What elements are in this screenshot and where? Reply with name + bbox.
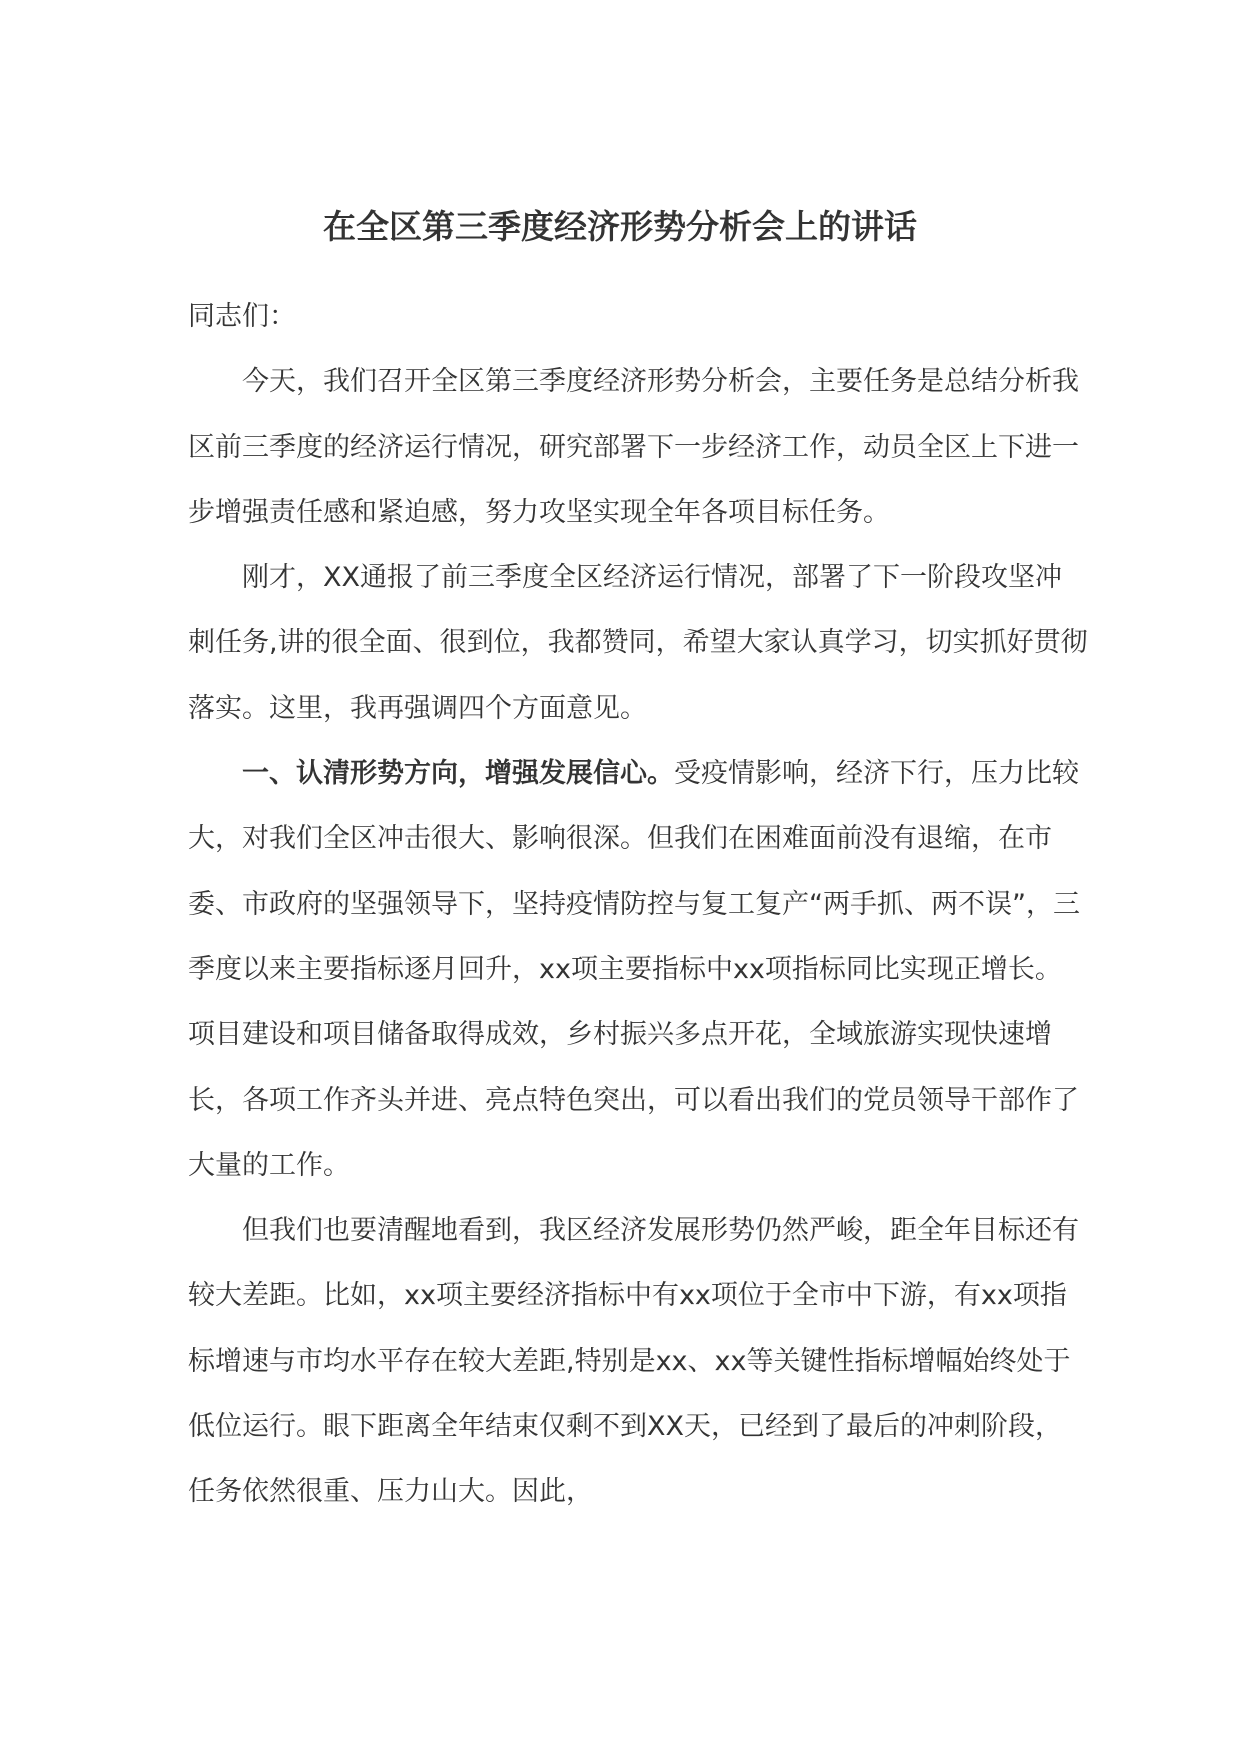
document-body xyxy=(188,284,1088,1525)
paragraph-challenges xyxy=(188,1198,1088,1524)
document-title: 在全区第三季度经济形势分析会上的讲话 xyxy=(323,207,917,246)
section-heading: 一、认清形势方向，增强发展信心。 xyxy=(242,758,674,790)
paragraph-intro xyxy=(188,349,1088,545)
paragraph-text: 今天，我们召开全区第三季度经济形势分析会，主要任务是总结分析我区前三季度的经济运行情况，研究部署下一步经济工作，动员全区上下进一步增强责任感和紧迫感，努力攻坚实现全年各项目标任务。 xyxy=(188,366,1079,528)
paragraph-text: 刚才，XX通报了前三季度全区经济运行情况，部署了下一阶段攻坚冲刺任务,讲的很全面、很到位，我都赞同，希望大家认真学习，切实抓好贯彻落实。这里，我再强调四个方面意见。 xyxy=(188,562,1088,724)
paragraph-report xyxy=(188,545,1088,741)
paragraph-text: 但我们也要清醒地看到，我区经济发展形势仍然严峻，距全年目标还有较大差距。比如，xx项主要经济指标中有xx项位于全市中下游，有xx项指标增速与市均水平存在较大差距,特别是xx、xx等关键性指标增幅始终处于低位运行。眼下距离全年结束仅剩不到XX天，已经到了最后的冲刺阶段，任务依然很重、压力山大。因此， xyxy=(188,1215,1079,1508)
salutation: 同志们： xyxy=(188,301,296,332)
paragraph-text: 受疫情影响，经济下行，压力比较大，对我们全区冲击很大、影响很深。但我们在困难面前没有退缩，在市委、市政府的坚强领导下，坚持疫情防控与复工复产“两手抓、两不误”，三季度以来主要指标逐月回升，xx项主要指标中xx项指标同比实现正增长。项目建设和项目储备取得成效，乡村振兴多点开花，全域旅游实现快速增长，各项工作齐头并进、亮点特色突出，可以看出我们的党员领导干部作了大量的工作。 xyxy=(188,758,1080,1181)
paragraph-section-one xyxy=(188,741,1088,1198)
